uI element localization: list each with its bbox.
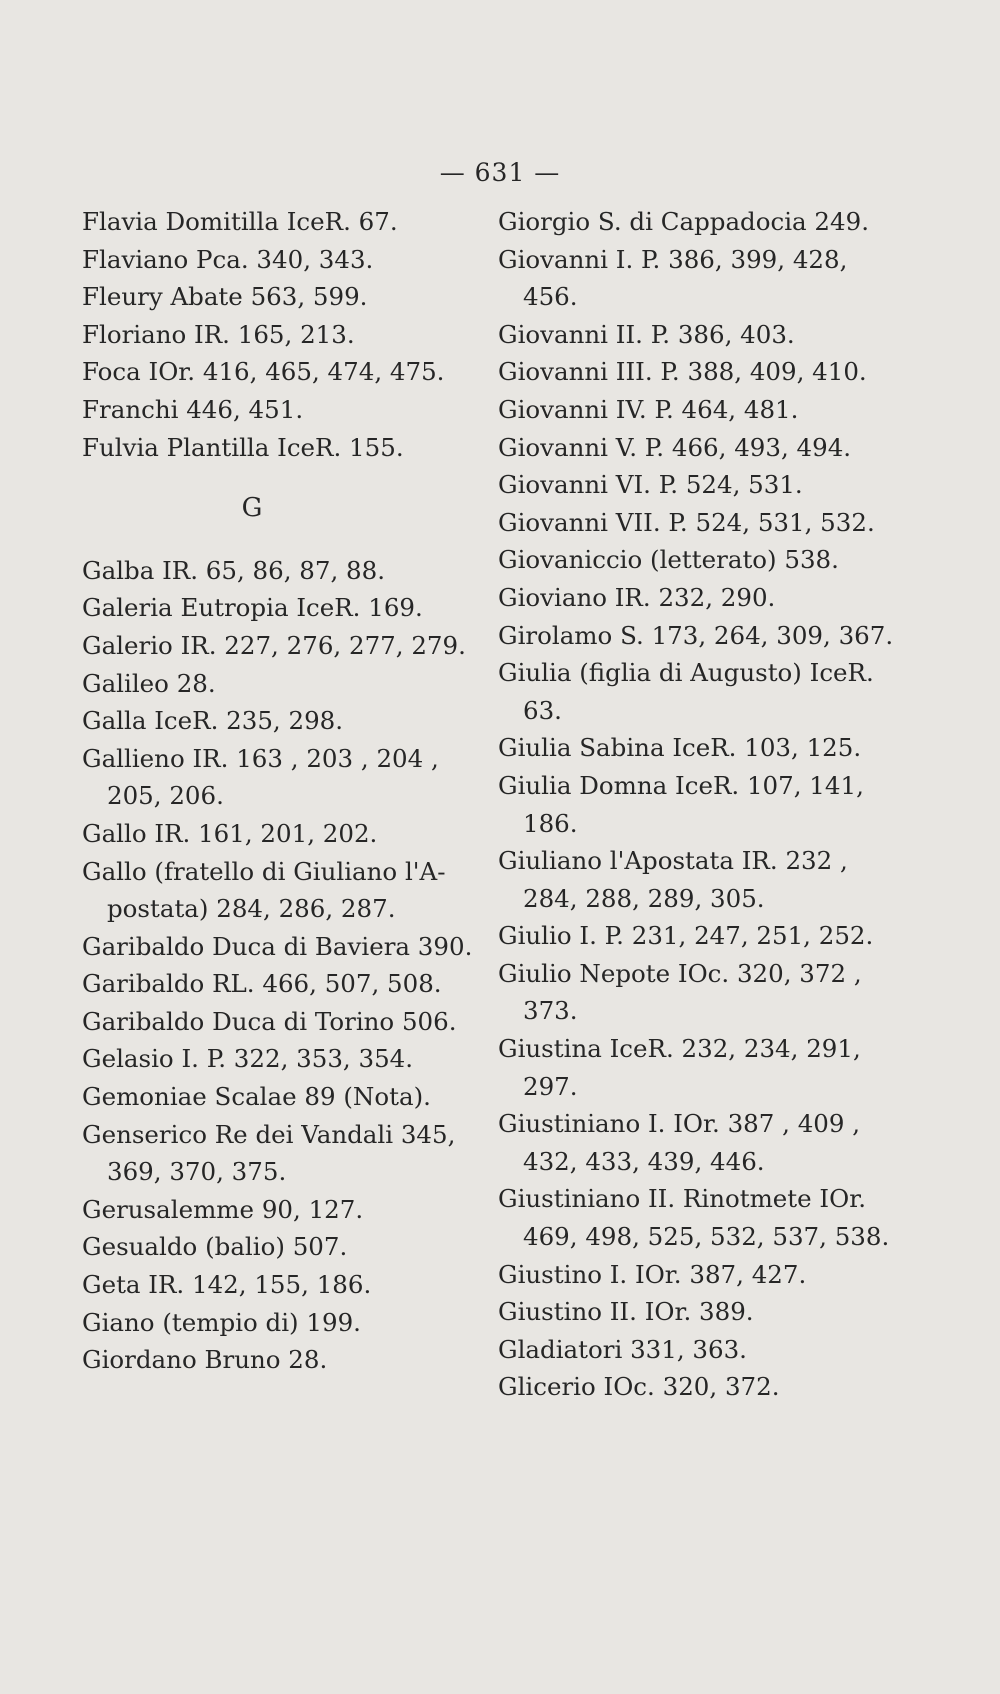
index-entry: Giustiniano I. IOr. 387 , 409 , 432, 433, 439, 446.: [498, 1109, 861, 1176]
index-entry: Giulia (figlia di Augusto) IceR. 63.: [498, 658, 874, 725]
index-entry: Gladiatori 331, 363.: [498, 1334, 747, 1364]
index-entry: Fleury Abate 563, 599.: [82, 282, 368, 312]
index-entry: Giovaniccio (letterato) 538.: [498, 545, 839, 575]
left-column: [82, 203, 492, 1379]
index-entry: Fulvia Plantilla IceR. 155.: [82, 432, 404, 462]
index-entry: Giulia Sabina IceR. 103, 125.: [498, 733, 862, 763]
index-entry: Giovanni VI. P. 524, 531.: [498, 470, 803, 500]
index-entry: Foca IOr. 416, 465, 474, 475.: [82, 357, 445, 387]
index-entry: Giuliano l'Apostata IR. 232 , 284, 288, 289, 305.: [498, 846, 848, 913]
index-entry: Geta IR. 142, 155, 186.: [82, 1270, 372, 1300]
index-entry: Giovanni III. P. 388, 409, 410.: [498, 357, 867, 387]
index-entry: Gallieno IR. 163 , 203 , 204 , 205, 206.: [82, 743, 439, 811]
index-entry: Giordano Bruno 28.: [82, 1345, 328, 1375]
index-entry: Genserico Re dei Vandali 345, 369, 370, 375.: [82, 1119, 456, 1187]
right-column: [498, 203, 903, 1406]
index-entry: Giustino II. IOr. 389.: [498, 1297, 754, 1327]
index-entry: Girolamo S. 173, 264, 309, 367.: [498, 620, 894, 650]
index-entry: Galba IR. 65, 86, 87, 88.: [82, 555, 386, 585]
index-entry: Flavia Domitilla IceR. 67.: [82, 207, 398, 236]
index-entry: Floriano IR. 165, 213.: [82, 319, 355, 349]
index-entry: Franchi 446, 451.: [82, 394, 304, 424]
index-entry: Giovanni IV. P. 464, 481.: [498, 394, 799, 424]
index-entry: Glicerio IOc. 320, 372.: [498, 1372, 780, 1402]
index-entry: Gemoniae Scalae 89 (Nota).: [82, 1082, 431, 1112]
index-entry: Galeria Eutropia IceR. 169.: [82, 593, 423, 623]
index-entry: Giustino I. IOr. 387, 427.: [498, 1259, 807, 1289]
index-entry: Gerusalemme 90, 127.: [82, 1194, 364, 1224]
index-entry: Garibaldo RL. 466, 507, 508.: [82, 969, 442, 999]
index-entry: Gallo IR. 161, 201, 202.: [82, 818, 378, 848]
index-entry: Giustiniano II. Rinotmete IOr. 469, 498, 525, 532, 537, 538.: [498, 1184, 890, 1252]
index-entry: Garibaldo Duca di Baviera 390.: [82, 931, 473, 961]
index-entry: Giovanni I. P. 386, 399, 428, 456.: [498, 244, 848, 312]
index-entry: Giorgio S. di Cappadocia 249.: [498, 207, 869, 236]
section-letter: G: [241, 493, 263, 524]
index-entry: Gelasio I. P. 322, 353, 354.: [82, 1044, 414, 1074]
index-entry: Giulio I. P. 231, 247, 251, 252.: [498, 921, 874, 951]
index-entry: Gioviano IR. 232, 290.: [498, 582, 776, 612]
index-entry: Giulia Domna IceR. 107, 141, 186.: [498, 770, 864, 838]
index-entry: Gesualdo (balio) 507.: [82, 1232, 348, 1262]
page-number: — 631 —: [439, 158, 561, 187]
index-entry: Giustina IceR. 232, 234, 291, 297.: [498, 1034, 861, 1101]
index-entry: Galerio IR. 227, 276, 277, 279.: [82, 630, 466, 660]
index-entry: Giovanni V. P. 466, 493, 494.: [498, 432, 852, 462]
index-entry: Gallo (fratello di Giuliano l'A-postata) 284, 286, 287.: [82, 856, 446, 924]
index-entry: Giulio Nepote IOc. 320, 372 , 373.: [498, 958, 862, 1026]
index-entry: Galla IceR. 235, 298.: [82, 706, 344, 736]
left-top-entries: [82, 203, 492, 466]
index-entry: Garibaldo Duca di Torino 506.: [82, 1006, 457, 1036]
index-entry: Flaviano Pca. 340, 343.: [82, 244, 374, 274]
index-entry: Giovanni VII. P. 524, 531, 532.: [498, 507, 875, 537]
index-entry: Galileo 28.: [82, 668, 216, 698]
index-entry: Giovanni II. P. 386, 403.: [498, 319, 795, 349]
index-entry: Giano (tempio di) 199.: [82, 1307, 361, 1337]
